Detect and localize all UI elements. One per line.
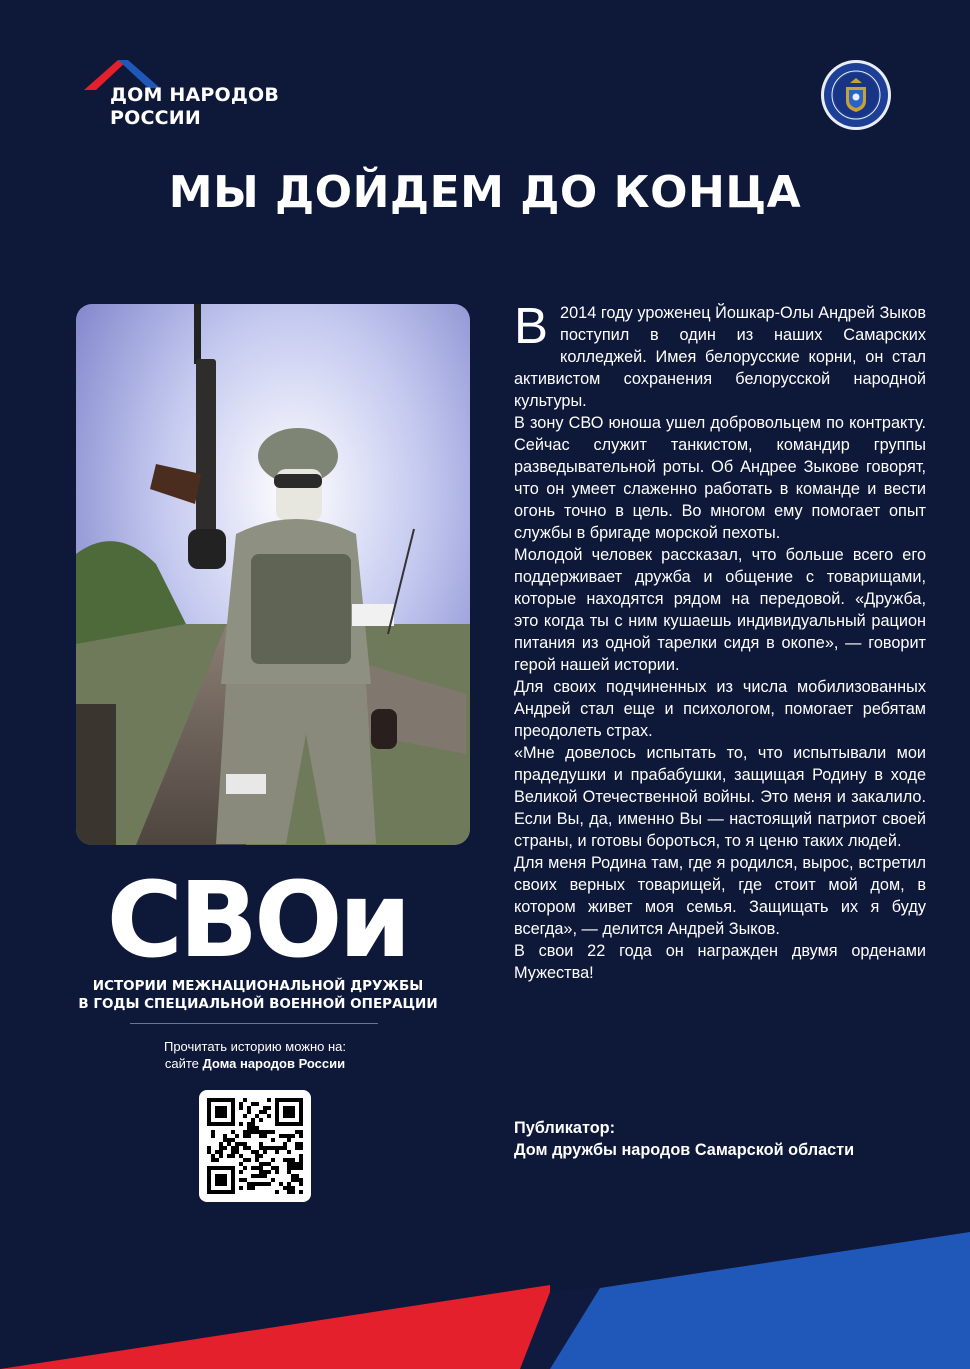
- qr-module: [255, 1114, 259, 1118]
- qr-module: [247, 1122, 251, 1126]
- qr-module: [235, 1146, 239, 1150]
- qr-module: [299, 1134, 303, 1138]
- qr-module: [259, 1174, 263, 1178]
- qr-module: [295, 1178, 299, 1182]
- qr-module: [243, 1114, 247, 1118]
- qr-module: [279, 1134, 283, 1138]
- qr-module: [239, 1162, 243, 1166]
- read-note-line-1: Прочитать историю можно на:: [163, 1039, 347, 1054]
- qr-module: [291, 1186, 295, 1190]
- article-paragraph-6: Для меня Родина там, где я родился, вырос, встретил своих верных товарищей, где стоит мой дом, в котором живет моя семья. Защищать их я буду всегда», — делится Андрей Зыков.: [514, 854, 926, 938]
- qr-module: [263, 1182, 267, 1186]
- qr-module: [259, 1182, 263, 1186]
- qr-module: [287, 1166, 291, 1170]
- qr-module: [295, 1130, 299, 1134]
- qr-module: [259, 1162, 263, 1166]
- qr-module: [227, 1138, 231, 1142]
- qr-module: [287, 1170, 291, 1174]
- qr-finder: [283, 1106, 295, 1118]
- qr-module: [243, 1142, 247, 1146]
- qr-module: [299, 1162, 303, 1166]
- qr-module: [235, 1142, 239, 1146]
- qr-module: [239, 1154, 243, 1158]
- brand-subtitle-line-1: ИСТОРИИ МЕЖНАЦИОНАЛЬНОЙ ДРУЖБЫ: [92, 978, 424, 994]
- qr-module: [223, 1134, 227, 1138]
- qr-module: [235, 1150, 239, 1154]
- qr-module: [287, 1134, 291, 1138]
- qr-module: [219, 1154, 223, 1158]
- qr-module: [243, 1178, 247, 1182]
- qr-module: [271, 1158, 275, 1162]
- qr-module: [239, 1186, 243, 1190]
- qr-module: [299, 1130, 303, 1134]
- article-paragraph-3: Молодой человек рассказал, что больше всего его поддерживает дружба и общение с товарищами, которые находятся рядом на передовой. «Дружба, это когда ты с ним кушаешь индивидуальный рацион питания из одной тарелки сидя в окопе», — говорит герой нашей истории.: [514, 546, 926, 674]
- qr-module: [251, 1166, 255, 1170]
- qr-module: [227, 1154, 231, 1158]
- qr-module: [267, 1146, 271, 1150]
- article-paragraph-4: Для своих подчиненных из числа мобилизованных Андрей стал еще и психологом, помогает ребятам преодолеть страх.: [514, 678, 926, 740]
- qr-module: [239, 1142, 243, 1146]
- qr-module: [275, 1190, 279, 1194]
- qr-module: [295, 1166, 299, 1170]
- qr-module: [259, 1130, 263, 1134]
- qr-module: [267, 1130, 271, 1134]
- qr-module: [255, 1182, 259, 1186]
- brand-subtitle: [76, 977, 440, 1013]
- qr-module: [271, 1146, 275, 1150]
- qr-module: [291, 1190, 295, 1194]
- qr-module: [291, 1174, 295, 1178]
- qr-module: [267, 1182, 271, 1186]
- read-note-prefix: сайте: [164, 1056, 203, 1071]
- qr-module: [291, 1158, 295, 1162]
- qr-module: [239, 1178, 243, 1182]
- qr-module: [299, 1142, 303, 1146]
- qr-code-icon[interactable]: [199, 1090, 311, 1202]
- qr-module: [267, 1170, 271, 1174]
- qr-module: [275, 1150, 279, 1154]
- qr-module: [267, 1114, 271, 1118]
- qr-module: [295, 1146, 299, 1150]
- qr-module: [259, 1154, 263, 1158]
- qr-module: [259, 1110, 263, 1114]
- qr-module: [231, 1138, 235, 1142]
- qr-module: [247, 1130, 251, 1134]
- red-triangle: [0, 1285, 550, 1369]
- qr-module: [239, 1102, 243, 1106]
- qr-module: [299, 1182, 303, 1186]
- publisher-block: [514, 1117, 934, 1161]
- qr-module: [227, 1142, 231, 1146]
- qr-module: [299, 1166, 303, 1170]
- qr-module: [275, 1170, 279, 1174]
- qr-module: [263, 1174, 267, 1178]
- qr-module: [283, 1158, 287, 1162]
- qr-module: [251, 1186, 255, 1190]
- qr-module: [255, 1158, 259, 1162]
- qr-module: [263, 1146, 267, 1150]
- qr-module: [287, 1162, 291, 1166]
- qr-module: [299, 1178, 303, 1182]
- blue-triangle: [550, 1232, 970, 1369]
- qr-module: [283, 1142, 287, 1146]
- qr-module: [267, 1098, 271, 1102]
- qr-module: [247, 1126, 251, 1130]
- qr-module: [271, 1178, 275, 1182]
- qr-module: [247, 1158, 251, 1162]
- article-paragraph-7: В свои 22 года он награжден двумя орденами Мужества!: [514, 942, 926, 982]
- qr-module: [267, 1162, 271, 1166]
- publisher-label: Публикатор:: [514, 1119, 616, 1137]
- qr-finder: [215, 1106, 227, 1118]
- qr-module: [287, 1190, 291, 1194]
- qr-module: [219, 1150, 223, 1154]
- logo-line-1: ДОМ НАРОДОВ: [110, 84, 280, 106]
- qr-module: [215, 1150, 219, 1154]
- drop-cap: В: [514, 297, 549, 354]
- qr-module: [259, 1166, 263, 1170]
- qr-module: [247, 1134, 251, 1138]
- qr-module: [211, 1134, 215, 1138]
- qr-module: [295, 1174, 299, 1178]
- qr-module: [255, 1102, 259, 1106]
- qr-module: [263, 1106, 267, 1110]
- qr-module: [255, 1150, 259, 1154]
- qr-module: [207, 1146, 211, 1150]
- qr-module: [243, 1166, 247, 1170]
- qr-module: [243, 1134, 247, 1138]
- qr-module: [291, 1166, 295, 1170]
- qr-module: [251, 1126, 255, 1130]
- qr-module: [287, 1138, 291, 1142]
- brand-subtitle-line-2: В ГОДЫ СПЕЦИАЛЬНОЙ ВОЕННОЙ ОПЕРАЦИИ: [78, 996, 438, 1012]
- soldier-photo: [76, 304, 470, 845]
- qr-module: [283, 1146, 287, 1150]
- qr-module: [243, 1146, 247, 1150]
- qr-module: [295, 1142, 299, 1146]
- read-story-note: [100, 1038, 410, 1072]
- article-paragraph-1-text: 2014 году уроженец Йошкар-Олы Андрей Зыков поступил в один из наших Самарских колледжей. Имея белорусские корни, он стал активистом сохранения белорусской народной культуры.: [514, 304, 926, 410]
- qr-module: [255, 1130, 259, 1134]
- qr-module: [231, 1146, 235, 1150]
- article-paragraph-2: В зону СВО юноша ушел добровольцем по контракту. Сейчас служит танкистом, командир группы разведывательной роты. Об Андрее Зыкове говорят, что он умеет слаженно работать в команде и вести огонь точно в цель. Во многом ему помогает опыт службы в бригаде морской пехоты.: [514, 414, 926, 542]
- qr-module: [259, 1118, 263, 1122]
- qr-module: [263, 1150, 267, 1154]
- qr-module: [263, 1170, 267, 1174]
- qr-module: [251, 1122, 255, 1126]
- qr-module: [247, 1182, 251, 1186]
- qr-module: [251, 1130, 255, 1134]
- qr-module: [255, 1174, 259, 1178]
- qr-module: [243, 1098, 247, 1102]
- svoi-brand-title: СВОи: [106, 859, 408, 981]
- qr-module: [271, 1130, 275, 1134]
- qr-module: [235, 1134, 239, 1138]
- qr-module: [255, 1166, 259, 1170]
- qr-module: [251, 1118, 255, 1122]
- qr-finder: [215, 1174, 227, 1186]
- qr-module: [247, 1186, 251, 1190]
- qr-module: [219, 1146, 223, 1150]
- qr-module: [283, 1186, 287, 1190]
- qr-module: [267, 1106, 271, 1110]
- qr-module: [271, 1138, 275, 1142]
- qr-module: [239, 1122, 243, 1126]
- qr-module: [223, 1138, 227, 1142]
- qr-module: [223, 1146, 227, 1150]
- qr-module: [243, 1158, 247, 1162]
- qr-module: [211, 1158, 215, 1162]
- divider: [130, 1023, 378, 1024]
- qr-module: [251, 1150, 255, 1154]
- logo-text: [110, 84, 279, 130]
- qr-module: [263, 1134, 267, 1138]
- qr-module: [211, 1154, 215, 1158]
- qr-module: [295, 1162, 299, 1166]
- qr-module: [263, 1162, 267, 1166]
- qr-module: [207, 1150, 211, 1154]
- qr-module: [251, 1102, 255, 1106]
- qr-module: [239, 1170, 243, 1174]
- read-note-line-2: [100, 1055, 410, 1072]
- qr-module: [259, 1142, 263, 1146]
- qr-module: [211, 1130, 215, 1134]
- qr-module: [259, 1146, 263, 1150]
- qr-module: [263, 1110, 267, 1114]
- qr-module: [255, 1126, 259, 1130]
- qr-module: [291, 1162, 295, 1166]
- dom-narodov-logo: [84, 58, 284, 130]
- qr-module: [291, 1134, 295, 1138]
- qr-module: [287, 1158, 291, 1162]
- qr-module: [279, 1182, 283, 1186]
- qr-module: [255, 1154, 259, 1158]
- qr-module: [287, 1182, 291, 1186]
- article-body: [514, 297, 926, 984]
- qr-module: [299, 1154, 303, 1158]
- qr-module: [259, 1134, 263, 1138]
- qr-module: [283, 1134, 287, 1138]
- qr-module: [275, 1166, 279, 1170]
- qr-module: [279, 1146, 283, 1150]
- article-paragraph-5: «Мне довелось испытать то, что испытывали мои прадедушки и прабабушки, защищая Родину в ходе Великой Отечественной войны. Это меня и закалило. Если Вы, да, именно Вы — настоящий патриот своей страны, и готовы бороться, то я ценю таких людей.: [514, 744, 926, 850]
- regional-emblem-seal-icon: [820, 59, 892, 131]
- qr-module: [259, 1170, 263, 1174]
- qr-module: [243, 1130, 247, 1134]
- qr-module: [299, 1146, 303, 1150]
- article-paragraph-1: [514, 297, 926, 412]
- qr-module: [287, 1150, 291, 1154]
- qr-module: [251, 1182, 255, 1186]
- qr-module: [251, 1174, 255, 1178]
- qr-module: [231, 1130, 235, 1134]
- qr-module: [219, 1142, 223, 1146]
- decorative-corner-shapes: [0, 1210, 970, 1369]
- qr-module: [299, 1190, 303, 1194]
- qr-module: [215, 1158, 219, 1162]
- qr-module: [299, 1158, 303, 1162]
- read-note-site-name: Дома народов России: [202, 1056, 346, 1071]
- qr-module: [271, 1166, 275, 1170]
- qr-module: [263, 1130, 267, 1134]
- qr-module: [247, 1110, 251, 1114]
- qr-module: [287, 1186, 291, 1190]
- qr-module: [247, 1106, 251, 1110]
- page-title: МЫ ДОЙДЕМ ДО КОНЦА: [168, 167, 802, 218]
- qr-module: [275, 1146, 279, 1150]
- qr-module: [247, 1146, 251, 1150]
- qr-module: [239, 1106, 243, 1110]
- publisher-name: Дом дружбы народов Самарской области: [514, 1141, 855, 1159]
- qr-module: [231, 1154, 235, 1158]
- qr-module: [231, 1150, 235, 1154]
- qr-module: [291, 1178, 295, 1182]
- logo-line-2: РОССИИ: [110, 107, 201, 129]
